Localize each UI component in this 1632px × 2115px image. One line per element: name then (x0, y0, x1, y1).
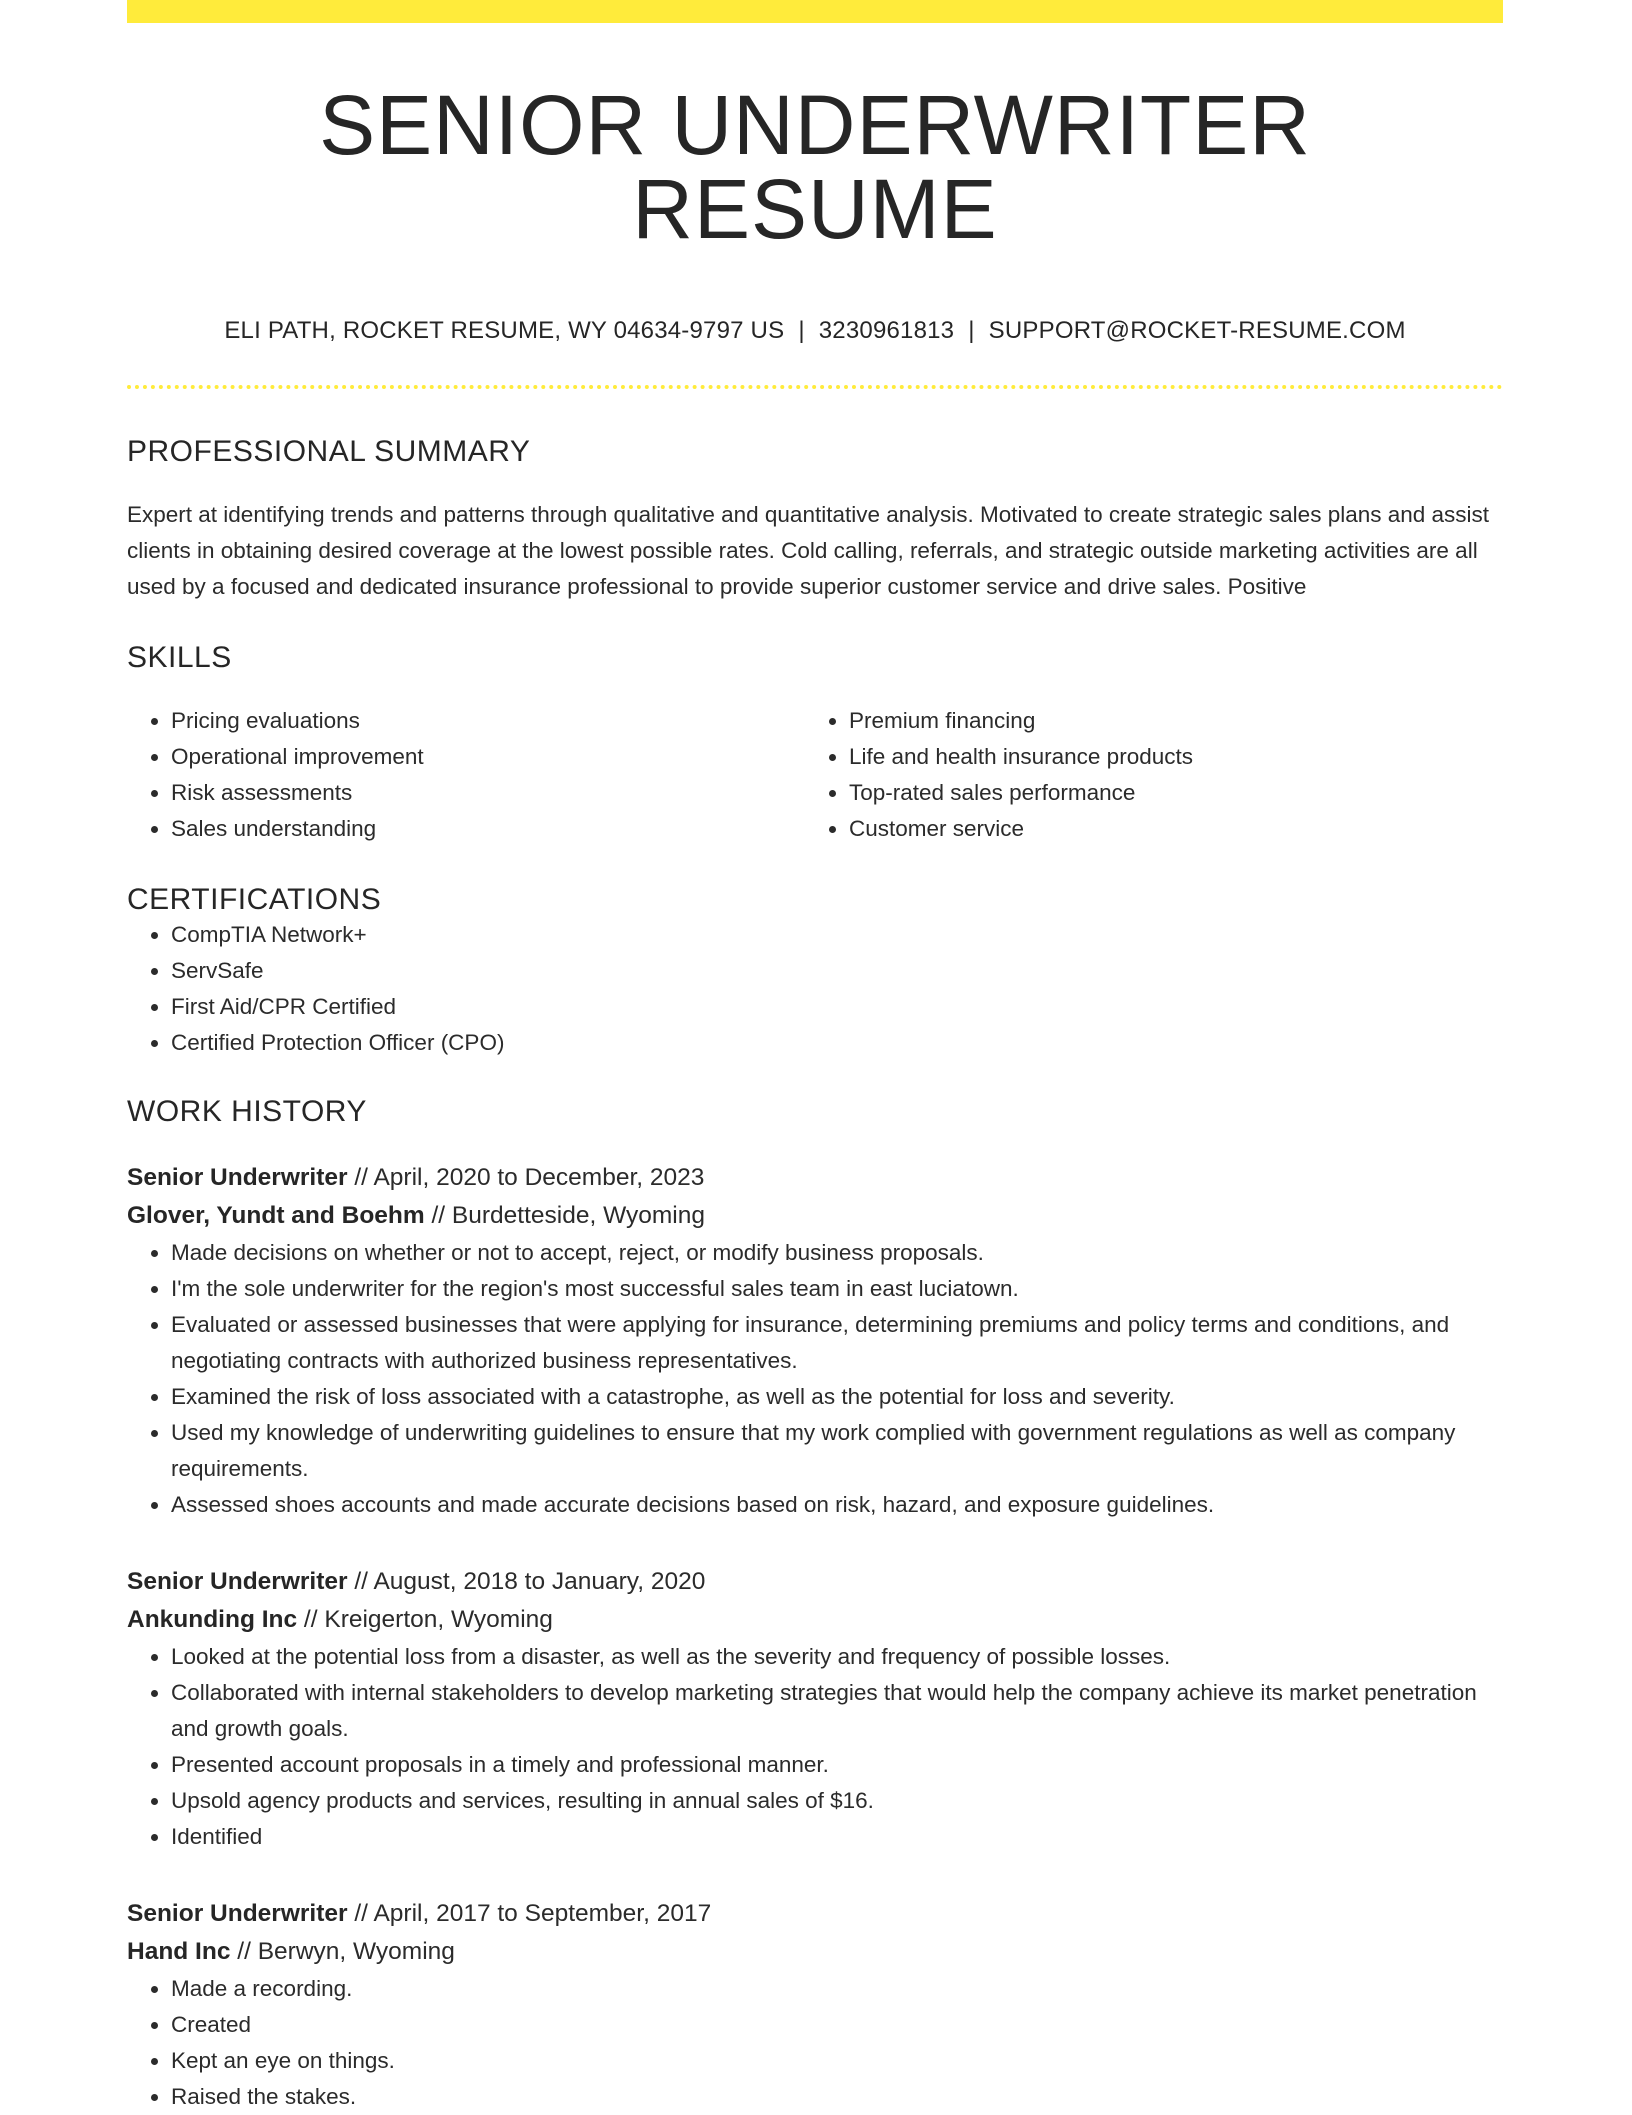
job-bullets (127, 1235, 1503, 1523)
skill-item: • Pricing evaluations (171, 703, 805, 739)
summary-heading: PROFESSIONAL SUMMARY (127, 435, 531, 468)
skill-item: • Risk assessments (171, 775, 805, 811)
job-dates: // April, 2020 to December, 2023 (347, 1164, 705, 1191)
certifications-list (127, 917, 1503, 1061)
contact-email: SUPPORT@ROCKET-RESUME.COM (988, 317, 1406, 344)
skill-item: • Life and health insurance products (849, 739, 1483, 775)
job-bullets (127, 1639, 1503, 1855)
resume-page (127, 0, 1503, 2115)
job-dates: // April, 2017 to September, 2017 (347, 1900, 712, 1927)
contact-separator: | (968, 317, 975, 344)
skill-item: • Customer service (849, 811, 1483, 847)
job-bullet: • Created (171, 2007, 1503, 2043)
work-history-heading: WORK HISTORY (127, 1095, 367, 1128)
job-bullets (127, 1971, 1503, 2115)
job-bullet: • Used my knowledge of underwriting guidelines to ensure that my work complied with government regulations as well as company requirements. (171, 1415, 1503, 1487)
job-company-line (127, 1197, 1503, 1235)
certification-item: • ServSafe (171, 953, 1503, 989)
skill-item: • Top-rated sales performance (849, 775, 1483, 811)
job-title: Senior Underwriter (127, 1164, 348, 1191)
job-company: Ankunding Inc (127, 1606, 298, 1633)
certification-item: • CompTIA Network+ (171, 917, 1503, 953)
job-title: Senior Underwriter (127, 1900, 348, 1927)
job-bullet: • Collaborated with internal stakeholders to develop marketing strategies that would help the company achieve its market penetration and growth goals. (171, 1675, 1503, 1747)
job-entry (127, 1563, 1503, 1855)
job-company: Glover, Yundt and Boehm (127, 1202, 425, 1229)
job-location: // Berwyn, Wyoming (230, 1938, 455, 1965)
job-title-line (127, 1563, 1503, 1601)
certification-item: • Certified Protection Officer (CPO) (171, 1025, 1503, 1061)
job-bullet: • Assessed shoes accounts and made accurate decisions based on risk, hazard, and exposure guidelines. (171, 1487, 1503, 1523)
job-title-line (127, 1895, 1503, 1933)
skills-list-left (127, 703, 805, 847)
job-bullet: • Made a recording. (171, 1971, 1503, 2007)
contact-address: ELI PATH, ROCKET RESUME, WY 04634-9797 US (224, 317, 785, 344)
job-company: Hand Inc (127, 1938, 231, 1965)
job-bullet: • Looked at the potential loss from a disaster, as well as the severity and frequency of possible losses. (171, 1639, 1503, 1675)
contact-phone: 3230961813 (818, 317, 955, 344)
skill-item: • Sales understanding (171, 811, 805, 847)
job-company-line (127, 1601, 1503, 1639)
job-location: // Kreigerton, Wyoming (297, 1606, 553, 1633)
skills-grid (127, 703, 1503, 847)
job-company-line (127, 1933, 1503, 1971)
contact-line (127, 317, 1503, 345)
summary-text: Expert at identifying trends and patterns through qualitative and quantitative analysis. Motivated to create strategic sales plans and assist clients in obtaining desired coverage at the lowest possible rates. Cold calling, referrals, and strategic outside marketing activities are all used by a focused and dedicated insurance professional to provide superior customer service and drive sales. Positive (127, 502, 1490, 599)
job-bullet: • Kept an eye on things. (171, 2043, 1503, 2079)
skills-list-right (805, 703, 1483, 847)
accent-top-bar (127, 0, 1503, 23)
certification-item: • First Aid/CPR Certified (171, 989, 1503, 1025)
job-bullet: • I'm the sole underwriter for the region's most successful sales team in east luciatown. (171, 1271, 1503, 1307)
job-bullet: • Examined the risk of loss associated with a catastrophe, as well as the potential for loss and severity. (171, 1379, 1503, 1415)
resume-title: SENIOR UNDERWRITER RESUME (319, 78, 1311, 256)
job-location: // Burdetteside, Wyoming (424, 1202, 705, 1229)
certifications-heading: CERTIFICATIONS (127, 883, 382, 916)
job-title: Senior Underwriter (127, 1568, 348, 1595)
skills-column-left (127, 703, 805, 847)
job-bullet: • Presented account proposals in a timely and professional manner. (171, 1747, 1503, 1783)
job-title-line (127, 1159, 1503, 1197)
contact-separator: | (798, 317, 805, 344)
skill-item: • Operational improvement (171, 739, 805, 775)
job-bullet: • Raised the stakes. (171, 2079, 1503, 2115)
job-bullet: • Evaluated or assessed businesses that were applying for insurance, determining premiums and policy terms and conditions, and negotiating contracts with authorized business representatives. (171, 1307, 1503, 1379)
job-entry (127, 1159, 1503, 1523)
skill-item: • Premium financing (849, 703, 1483, 739)
job-bullet: • Made decisions on whether or not to accept, reject, or modify business proposals. (171, 1235, 1503, 1271)
job-bullet: • Upsold agency products and services, resulting in annual sales of $16. (171, 1783, 1503, 1819)
job-entry (127, 1895, 1503, 2115)
job-bullet: • Identified (171, 1819, 1503, 1855)
skills-column-right (805, 703, 1483, 847)
skills-heading: SKILLS (127, 641, 232, 674)
dotted-divider (127, 385, 1503, 389)
job-dates: // August, 2018 to January, 2020 (347, 1568, 706, 1595)
